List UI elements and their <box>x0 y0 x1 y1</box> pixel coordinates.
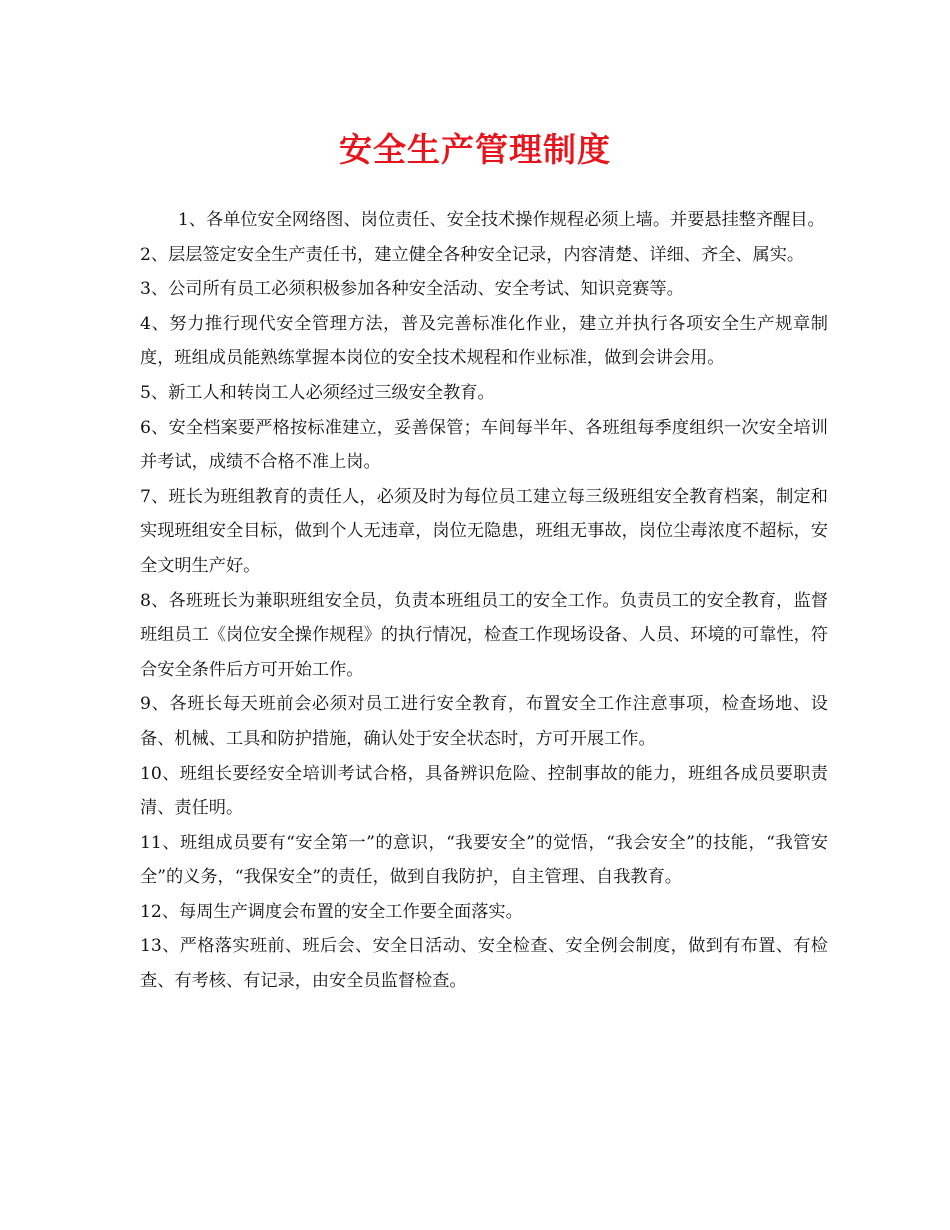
rule-paragraph-11: 11、班组成员要有“安全第一”的意识，“我要安全”的觉悟，“我会安全”的技能，“我管安全”的义务，“我保安全”的责任，做到自我防护，自主管理、自我教育。 <box>140 832 828 888</box>
document-title: 安全生产管理制度 <box>339 130 611 169</box>
rule-paragraph-4: 4、努力推行现代安全管理方法，普及完善标准化作业，建立并执行各项安全生产规章制度，班组成员能熟练掌握本岗位的安全技术规程和作业标准，做到会讲会用。 <box>140 313 828 369</box>
rule-paragraph-8: 8、各班班长为兼职班组安全员，负责本班组员工的安全工作。负责员工的安全教育，监督班组员工《岗位安全操作规程》的执行情况，检查工作现场设备、人员、环境的可靠性，符合安全条件后方可开始工作。 <box>140 590 828 680</box>
rule-paragraph-5: 5、新工人和转岗工人必须经过三级安全教育。 <box>140 382 495 403</box>
rule-paragraph-6: 6、安全档案要严格按标准建立，妥善保管；车间每半年、各班组每季度组织一次安全培训并考试，成绩不合格不准上岗。 <box>140 417 828 473</box>
rule-paragraph-12: 12、每周生产调度会布置的安全工作要全面落实。 <box>140 901 523 922</box>
rule-paragraph-9: 9、各班长每天班前会必须对员工进行安全教育，布置安全工作注意事项，检查场地、设备、机械、工具和防护措施，确认处于安全状态时，方可开展工作。 <box>140 694 828 749</box>
rule-paragraph-3: 3、公司所有员工必须积极参加各种安全活动、安全考试、知识竞赛等。 <box>140 279 684 300</box>
rule-paragraph-2: 2、层层签定安全生产责任书，建立健全各种安全记录，内容清楚、详细、齐全、属实。 <box>140 244 805 265</box>
rule-paragraph-10: 10、班组长要经安全培训考试合格，具备辨识危险、控制事故的能力，班组各成员要职责清、责任明。 <box>140 763 828 819</box>
document-body <box>140 203 828 999</box>
rule-paragraph-7: 7、班长为班组教育的责任人，必须及时为每位员工建立每三级班组安全教育档案，制定和实现班组安全目标，做到个人无违章，岗位无隐患，班组无事故，岗位尘毒浓度不超标，安全文明生产好。 <box>140 486 828 576</box>
rule-paragraph-1: 1、各单位安全网络图、岗位责任、安全技术操作规程必须上墙。并要悬挂整齐醒目。 <box>177 210 825 230</box>
rule-paragraph-13: 13、严格落实班前、班后会、安全日活动、安全检查、安全例会制度，做到有布置、有检查、有考核、有记录，由安全员监督检查。 <box>140 936 828 992</box>
